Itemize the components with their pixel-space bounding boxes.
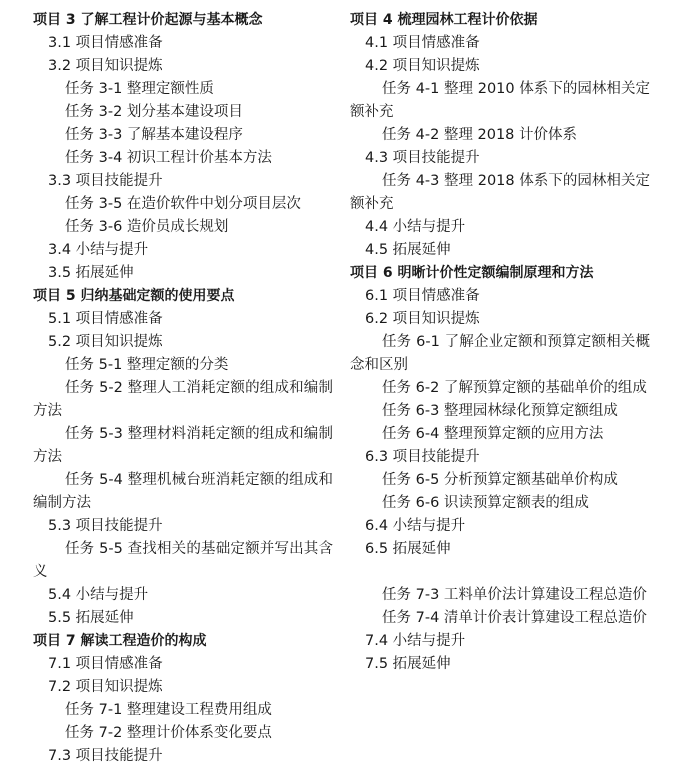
task-entry: 任务 7-3 工料单价法计算建设工程总造价 [382, 587, 647, 603]
task-entry: 任务 3-3 了解基本建设程序 [65, 127, 243, 143]
section-entry: 7.1 项目情感准备 [48, 656, 163, 672]
task-entry: 任务 3-1 整理定额性质 [65, 81, 214, 97]
task-entry: 任务 3-2 划分基本建设项目 [65, 104, 243, 120]
task-entry: 任务 5-1 整理定额的分类 [65, 357, 229, 373]
project-heading: 项目 6 明晰计价性定额编制原理和方法 [350, 265, 594, 281]
task-entry: 任务 7-1 整理建设工程费用组成 [65, 702, 272, 718]
project-heading: 项目 3 了解工程计价起源与基本概念 [33, 12, 263, 28]
section-entry: 4.2 项目知识提炼 [365, 58, 480, 74]
toc-right-column [350, 9, 650, 676]
task-entry: 任务 5-3 整理材料消耗定额的组成和编制方法 [33, 426, 333, 465]
task-entry: 任务 6-4 整理预算定额的应用方法 [382, 426, 604, 442]
section-entry: 7.3 项目技能提升 [48, 748, 163, 764]
section-entry: 7.2 项目知识提炼 [48, 679, 163, 695]
section-entry: 4.1 项目情感准备 [365, 35, 480, 51]
section-entry: 5.4 小结与提升 [48, 587, 149, 603]
section-entry: 5.3 项目技能提升 [48, 518, 163, 534]
project-heading: 项目 5 归纳基础定额的使用要点 [33, 288, 235, 304]
task-entry: 任务 6-5 分析预算定额基础单价构成 [382, 472, 618, 488]
section-entry: 3.5 拓展延伸 [48, 265, 134, 281]
project-heading: 项目 7 解读工程造价的构成 [33, 633, 207, 649]
task-entry: 任务 6-6 识读预算定额表的组成 [382, 495, 589, 511]
task-entry: 任务 5-4 整理机械台班消耗定额的组成和编制方法 [33, 472, 333, 511]
section-entry: 7.5 拓展延伸 [365, 656, 451, 672]
task-entry: 任务 6-1 了解企业定额和预算定额相关概念和区别 [350, 334, 650, 373]
section-entry: 5.2 项目知识提炼 [48, 334, 163, 350]
section-entry: 3.1 项目情感准备 [48, 35, 163, 51]
spacer [350, 561, 650, 584]
section-entry: 6.4 小结与提升 [365, 518, 466, 534]
task-entry: 任务 3-6 造价员成长规划 [65, 219, 229, 235]
section-entry: 6.1 项目情感准备 [365, 288, 480, 304]
section-entry: 3.3 项目技能提升 [48, 173, 163, 189]
section-entry: 7.4 小结与提升 [365, 633, 466, 649]
task-entry: 任务 4-3 整理 2018 体系下的园林相关定额补充 [350, 173, 650, 212]
section-entry: 6.2 项目知识提炼 [365, 311, 480, 327]
task-entry: 任务 7-4 清单计价表计算建设工程总造价 [382, 610, 647, 626]
section-entry: 6.5 拓展延伸 [365, 541, 451, 557]
task-entry: 任务 4-2 整理 2018 计价体系 [382, 127, 578, 143]
task-entry: 任务 3-5 在造价软件中划分项目层次 [65, 196, 301, 212]
project-heading: 项目 4 梳理园林工程计价依据 [350, 12, 538, 28]
section-entry: 6.3 项目技能提升 [365, 449, 480, 465]
task-entry: 任务 3-4 初识工程计价基本方法 [65, 150, 272, 166]
task-entry: 任务 5-2 整理人工消耗定额的组成和编制方法 [33, 380, 333, 419]
task-entry: 任务 6-3 整理园林绿化预算定额组成 [382, 403, 618, 419]
task-entry: 任务 6-2 了解预算定额的基础单价的组成 [382, 380, 647, 396]
section-entry: 4.3 项目技能提升 [365, 150, 480, 166]
section-entry: 5.5 拓展延伸 [48, 610, 134, 626]
section-entry: 4.4 小结与提升 [365, 219, 466, 235]
task-entry: 任务 4-1 整理 2010 体系下的园林相关定额补充 [350, 81, 650, 120]
section-entry: 3.2 项目知识提炼 [48, 58, 163, 74]
task-entry: 任务 7-2 整理计价体系变化要点 [65, 725, 272, 741]
toc-left-column [33, 9, 333, 768]
section-entry: 5.1 项目情感准备 [48, 311, 163, 327]
section-entry: 3.4 小结与提升 [48, 242, 149, 258]
section-entry: 4.5 拓展延伸 [365, 242, 451, 258]
task-entry: 任务 5-5 查找相关的基础定额并写出其含义 [33, 541, 333, 580]
